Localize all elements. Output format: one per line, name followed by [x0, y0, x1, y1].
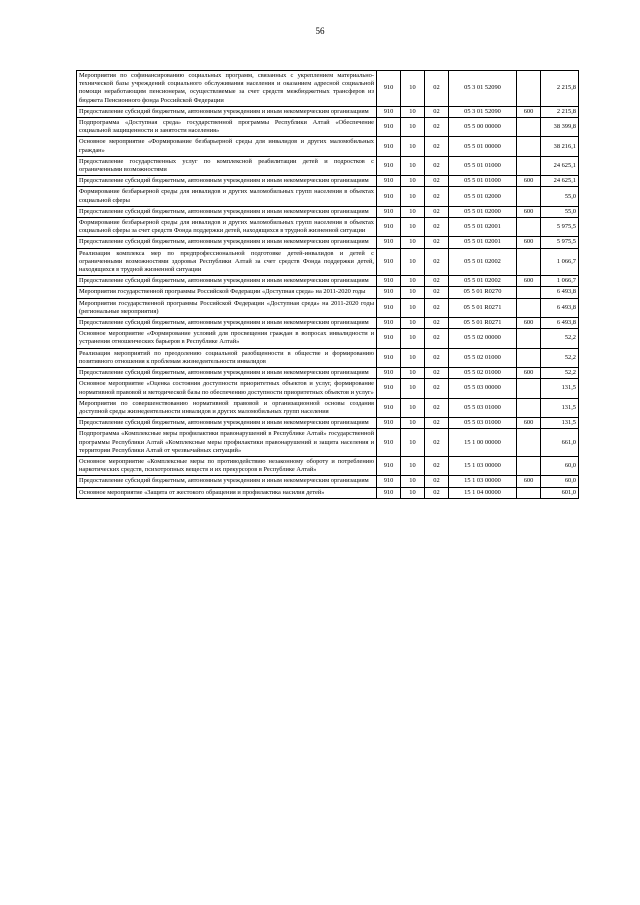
expense-type-cell: 600 [517, 176, 541, 187]
subsection-code-cell: 02 [425, 379, 449, 398]
target-article-cell: 15 1 03 00000 [449, 476, 517, 487]
expense-type-cell: 600 [517, 476, 541, 487]
item-name-cell: Реализация мероприятий по преодолению социальной разобщенности в обществе и формированию позитивного отношения к проблемам жизнедеятельности инвалидов [77, 348, 377, 367]
ministry-code-cell: 910 [377, 398, 401, 417]
target-article-cell: 05 5 01 01000 [449, 176, 517, 187]
section-code-cell: 10 [401, 71, 425, 107]
section-code-cell: 10 [401, 206, 425, 217]
expense-type-cell [517, 398, 541, 417]
subsection-code-cell: 02 [425, 137, 449, 156]
table-row [77, 329, 579, 348]
ministry-code-cell: 910 [377, 176, 401, 187]
item-name-cell: Предоставление субсидий бюджетным, автономным учреждениям и иным некоммерческим организациям [77, 368, 377, 379]
target-article-cell: 15 1 03 00000 [449, 456, 517, 475]
item-name-cell: Предоставление субсидий бюджетным, автономным учреждениям и иным некоммерческим организациям [77, 106, 377, 117]
expense-type-cell: 600 [517, 237, 541, 248]
item-name-cell: Реализация комплекса мер по предпрофессиональной подготовке детей-инвалидов и детей с ограниченными возможностями здоровья Республики Алтай за счет средств Фонда поддержки детей, находящихся в трудной жизненной ситуации [77, 248, 377, 276]
ministry-code-cell: 910 [377, 218, 401, 237]
section-code-cell: 10 [401, 429, 425, 457]
budget-table [76, 70, 579, 499]
item-name-cell: Мероприятия государственной программы Российской Федерации «Доступная среда» на 2011-2020 годы (региональные мероприятия) [77, 298, 377, 317]
item-name-cell: Формирование безбарьерной среды для инвалидов и других маломобильных групп населения в объектах социальной сферы [77, 187, 377, 206]
ministry-code-cell: 910 [377, 248, 401, 276]
table-row [77, 418, 579, 429]
ministry-code-cell: 910 [377, 276, 401, 287]
section-code-cell: 10 [401, 298, 425, 317]
ministry-code-cell: 910 [377, 379, 401, 398]
amount-cell: 2 215,8 [541, 71, 579, 107]
subsection-code-cell: 02 [425, 456, 449, 475]
expense-type-cell [517, 156, 541, 175]
item-name-cell: Предоставление субсидий бюджетным, автономным учреждениям и иным некоммерческим организациям [77, 206, 377, 217]
expense-type-cell [517, 329, 541, 348]
amount-cell: 38 216,1 [541, 137, 579, 156]
section-code-cell: 10 [401, 368, 425, 379]
section-code-cell: 10 [401, 156, 425, 175]
amount-cell: 6 493,8 [541, 287, 579, 298]
ministry-code-cell: 910 [377, 318, 401, 329]
table-row [77, 71, 579, 107]
amount-cell: 601,0 [541, 487, 579, 498]
ministry-code-cell: 910 [377, 329, 401, 348]
table-row [77, 248, 579, 276]
expense-type-cell: 600 [517, 106, 541, 117]
table-row [77, 276, 579, 287]
subsection-code-cell: 02 [425, 298, 449, 317]
section-code-cell: 10 [401, 379, 425, 398]
page-number: 56 [315, 26, 325, 36]
expense-type-cell [517, 118, 541, 137]
ministry-code-cell: 910 [377, 476, 401, 487]
amount-cell: 24 625,1 [541, 176, 579, 187]
expense-type-cell [517, 187, 541, 206]
expense-type-cell [517, 218, 541, 237]
item-name-cell: Предоставление субсидий бюджетным, автономным учреждениям и иным некоммерческим организациям [77, 418, 377, 429]
table-row [77, 218, 579, 237]
target-article-cell: 05 5 03 00000 [449, 379, 517, 398]
target-article-cell: 05 5 02 00000 [449, 329, 517, 348]
item-name-cell: Мероприятия государственной программы Российской Федерации «Доступная среда» на 2011-2020 годы [77, 287, 377, 298]
item-name-cell: Предоставление субсидий бюджетным, автономным учреждениям и иным некоммерческим организациям [77, 237, 377, 248]
subsection-code-cell: 02 [425, 318, 449, 329]
section-code-cell: 10 [401, 418, 425, 429]
section-code-cell: 10 [401, 329, 425, 348]
expense-type-cell [517, 137, 541, 156]
amount-cell: 5 975,5 [541, 237, 579, 248]
item-name-cell: Основное мероприятие «Защита от жестокого обращения и профилактика насилия детей» [77, 487, 377, 498]
section-code-cell: 10 [401, 276, 425, 287]
target-article-cell: 05 5 01 R0270 [449, 287, 517, 298]
target-article-cell: 05 5 01 02000 [449, 187, 517, 206]
subsection-code-cell: 02 [425, 237, 449, 248]
table-row [77, 237, 579, 248]
ministry-code-cell: 910 [377, 118, 401, 137]
expense-type-cell [517, 379, 541, 398]
amount-cell: 52,2 [541, 329, 579, 348]
target-article-cell: 05 3 01 52090 [449, 71, 517, 107]
item-name-cell: Мероприятия по совершенствованию нормативной правовой и организационной основы создания доступной среды жизнедеятельности инвалидов и других маломобильных групп населения [77, 398, 377, 417]
target-article-cell: 05 5 00 00000 [449, 118, 517, 137]
expense-type-cell: 600 [517, 368, 541, 379]
ministry-code-cell: 910 [377, 287, 401, 298]
section-code-cell: 10 [401, 248, 425, 276]
amount-cell: 131,5 [541, 418, 579, 429]
amount-cell: 1 066,7 [541, 248, 579, 276]
ministry-code-cell: 910 [377, 418, 401, 429]
table-row [77, 476, 579, 487]
amount-cell: 24 625,1 [541, 156, 579, 175]
expense-type-cell: 600 [517, 418, 541, 429]
subsection-code-cell: 02 [425, 418, 449, 429]
ministry-code-cell: 910 [377, 487, 401, 498]
table-row [77, 298, 579, 317]
expense-type-cell [517, 456, 541, 475]
subsection-code-cell: 02 [425, 176, 449, 187]
ministry-code-cell: 910 [377, 71, 401, 107]
section-code-cell: 10 [401, 106, 425, 117]
target-article-cell: 05 5 01 02001 [449, 237, 517, 248]
section-code-cell: 10 [401, 398, 425, 417]
table-row [77, 156, 579, 175]
item-name-cell: Формирование безбарьерной среды для инвалидов и других маломобильных групп населения в объектах социальной сферы за счет средств Фонда поддержки детей, находящихся в трудной жизненной ситуации [77, 218, 377, 237]
section-code-cell: 10 [401, 487, 425, 498]
amount-cell: 55,0 [541, 187, 579, 206]
item-name-cell: Подпрограмма «Комплексные меры профилактики правонарушений в Республике Алтай» государственной программы Республики Алтай «Комплексные меры профилактики правонарушений и защита населения и территории Республики Алтай от чрезвычайных ситуаций» [77, 429, 377, 457]
expense-type-cell [517, 287, 541, 298]
section-code-cell: 10 [401, 218, 425, 237]
subsection-code-cell: 02 [425, 429, 449, 457]
expense-type-cell [517, 348, 541, 367]
item-name-cell: Основное мероприятие «Формирование безбарьерной среды для инвалидов и других маломобильных граждан» [77, 137, 377, 156]
section-code-cell: 10 [401, 318, 425, 329]
amount-cell: 55,0 [541, 206, 579, 217]
table-row [77, 318, 579, 329]
target-article-cell: 05 5 01 R0271 [449, 318, 517, 329]
table-body [77, 71, 579, 499]
table-row [77, 137, 579, 156]
subsection-code-cell: 02 [425, 287, 449, 298]
subsection-code-cell: 02 [425, 106, 449, 117]
subsection-code-cell: 02 [425, 487, 449, 498]
amount-cell: 60,0 [541, 476, 579, 487]
subsection-code-cell: 02 [425, 218, 449, 237]
amount-cell: 2 215,8 [541, 106, 579, 117]
section-code-cell: 10 [401, 187, 425, 206]
subsection-code-cell: 02 [425, 206, 449, 217]
amount-cell: 5 975,5 [541, 218, 579, 237]
amount-cell: 52,2 [541, 348, 579, 367]
table-row [77, 118, 579, 137]
table-row [77, 106, 579, 117]
table-row [77, 379, 579, 398]
item-name-cell: Основное мероприятие «Комплексные меры по противодействию незаконному обороту и потреблению наркотических средств, психотропных веществ и их прекурсоров в Республике Алтай» [77, 456, 377, 475]
subsection-code-cell: 02 [425, 248, 449, 276]
item-name-cell: Предоставление государственных услуг по комплексной реабилитации детей и подростков с ограниченными возможностями [77, 156, 377, 175]
subsection-code-cell: 02 [425, 187, 449, 206]
table-row [77, 187, 579, 206]
table-row [77, 287, 579, 298]
target-article-cell: 05 5 01 02001 [449, 218, 517, 237]
item-name-cell: Основное мероприятие «Формирование условий для просвещения граждан в вопросах инвалидности и устранения отношенческих барьеров в Республике Алтай» [77, 329, 377, 348]
target-article-cell: 05 3 01 52090 [449, 106, 517, 117]
subsection-code-cell: 02 [425, 348, 449, 367]
expense-type-cell [517, 71, 541, 107]
table-row [77, 429, 579, 457]
ministry-code-cell: 910 [377, 156, 401, 175]
amount-cell: 38 399,8 [541, 118, 579, 137]
expense-type-cell: 600 [517, 206, 541, 217]
subsection-code-cell: 02 [425, 368, 449, 379]
amount-cell: 661,0 [541, 429, 579, 457]
ministry-code-cell: 910 [377, 106, 401, 117]
ministry-code-cell: 910 [377, 206, 401, 217]
section-code-cell: 10 [401, 137, 425, 156]
section-code-cell: 10 [401, 476, 425, 487]
subsection-code-cell: 02 [425, 71, 449, 107]
expense-type-cell [517, 248, 541, 276]
item-name-cell: Подпрограмма «Доступная среда» государственной программы Республики Алтай «Обеспечение социальной защищенности и занятости населения» [77, 118, 377, 137]
expense-type-cell: 600 [517, 318, 541, 329]
target-article-cell: 05 5 01 02002 [449, 248, 517, 276]
amount-cell: 6 493,8 [541, 298, 579, 317]
item-name-cell: Предоставление субсидий бюджетным, автономным учреждениям и иным некоммерческим организациям [77, 476, 377, 487]
expense-type-cell [517, 298, 541, 317]
amount-cell: 6 493,8 [541, 318, 579, 329]
ministry-code-cell: 910 [377, 187, 401, 206]
subsection-code-cell: 02 [425, 156, 449, 175]
target-article-cell: 05 5 02 01000 [449, 368, 517, 379]
target-article-cell: 05 5 01 R0271 [449, 298, 517, 317]
item-name-cell: Предоставление субсидий бюджетным, автономным учреждениям и иным некоммерческим организациям [77, 318, 377, 329]
subsection-code-cell: 02 [425, 398, 449, 417]
section-code-cell: 10 [401, 456, 425, 475]
item-name-cell: Предоставление субсидий бюджетным, автономным учреждениям и иным некоммерческим организациям [77, 176, 377, 187]
target-article-cell: 05 5 01 01000 [449, 156, 517, 175]
section-code-cell: 10 [401, 237, 425, 248]
ministry-code-cell: 910 [377, 137, 401, 156]
target-article-cell: 05 5 03 01000 [449, 398, 517, 417]
target-article-cell: 05 5 01 00000 [449, 137, 517, 156]
table-row [77, 398, 579, 417]
table-row [77, 348, 579, 367]
section-code-cell: 10 [401, 176, 425, 187]
ministry-code-cell: 910 [377, 348, 401, 367]
table-row [77, 487, 579, 498]
amount-cell: 131,5 [541, 379, 579, 398]
target-article-cell: 05 5 02 01000 [449, 348, 517, 367]
target-article-cell: 05 5 03 01000 [449, 418, 517, 429]
subsection-code-cell: 02 [425, 118, 449, 137]
table-row [77, 176, 579, 187]
expense-type-cell [517, 429, 541, 457]
ministry-code-cell: 910 [377, 456, 401, 475]
subsection-code-cell: 02 [425, 276, 449, 287]
subsection-code-cell: 02 [425, 329, 449, 348]
target-article-cell: 15 1 00 00000 [449, 429, 517, 457]
ministry-code-cell: 910 [377, 429, 401, 457]
target-article-cell: 05 5 01 02002 [449, 276, 517, 287]
expense-type-cell [517, 487, 541, 498]
target-article-cell: 15 1 04 00000 [449, 487, 517, 498]
ministry-code-cell: 910 [377, 298, 401, 317]
expense-type-cell: 600 [517, 276, 541, 287]
target-article-cell: 05 5 01 02000 [449, 206, 517, 217]
table-row [77, 206, 579, 217]
item-name-cell: Предоставление субсидий бюджетным, автономным учреждениям и иным некоммерческим организациям [77, 276, 377, 287]
amount-cell: 60,0 [541, 456, 579, 475]
amount-cell: 52,2 [541, 368, 579, 379]
section-code-cell: 10 [401, 287, 425, 298]
section-code-cell: 10 [401, 118, 425, 137]
subsection-code-cell: 02 [425, 476, 449, 487]
item-name-cell: Основное мероприятие «Оценка состояния доступности приоритетных объектов и услуг, формирование нормативной правовой и методической базы по обеспечению доступности приоритетных объектов и услуг» [77, 379, 377, 398]
ministry-code-cell: 910 [377, 368, 401, 379]
table-row [77, 456, 579, 475]
item-name-cell: Мероприятия по софинансированию социальных программ, связанных с укреплением материально-технической базы учреждений социального обслуживания населения и оказанием адресной социальной помощи неработающим пенсионерам, осуществляемые за счет средств межбюджетных трансферов из бюджета Пенсионного фонда Российской Федерации [77, 71, 377, 107]
section-code-cell: 10 [401, 348, 425, 367]
table-row [77, 368, 579, 379]
ministry-code-cell: 910 [377, 237, 401, 248]
amount-cell: 1 066,7 [541, 276, 579, 287]
amount-cell: 131,5 [541, 398, 579, 417]
